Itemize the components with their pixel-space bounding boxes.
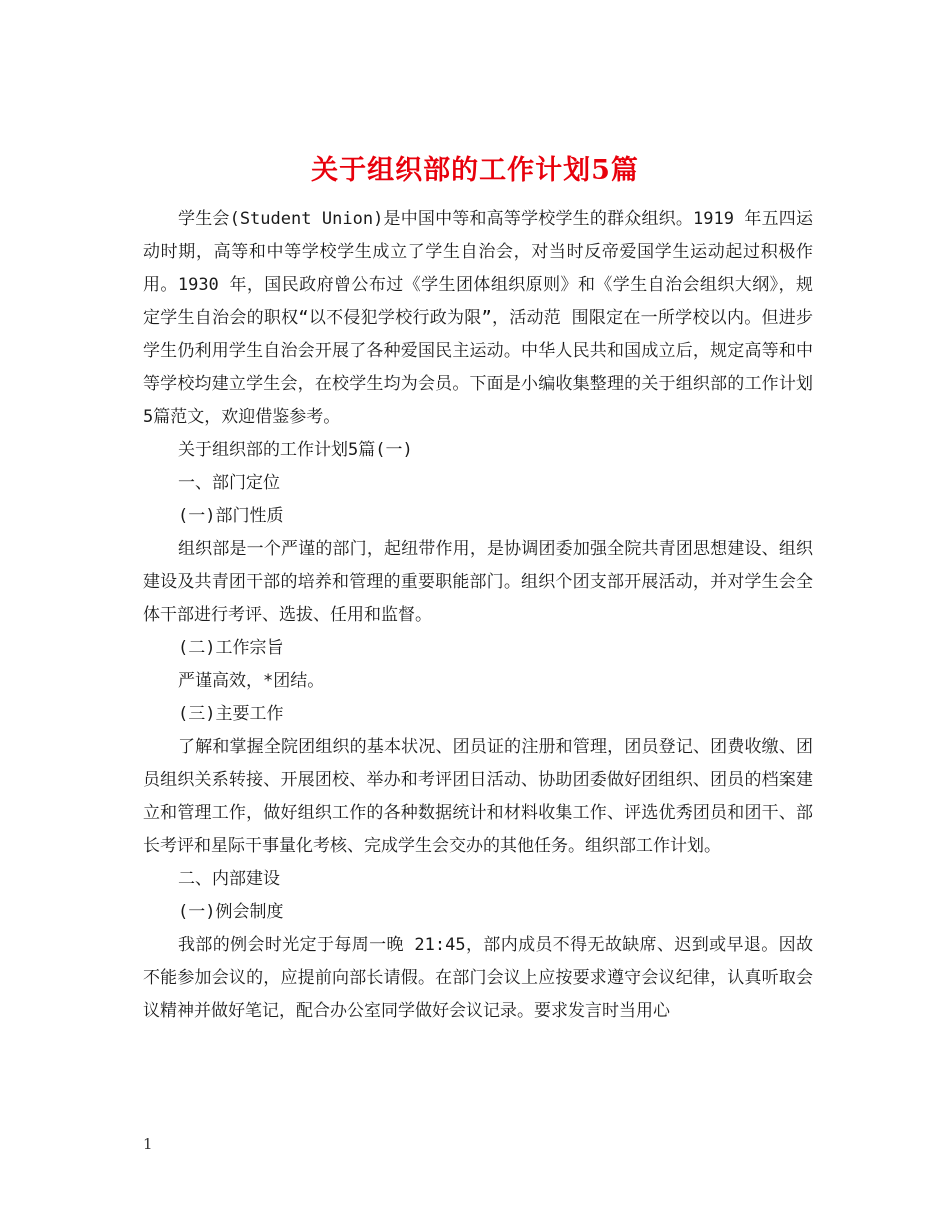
body-paragraph: 组织部是一个严谨的部门，起纽带作用，是协调团委加强全院共青团思想建设、组织建设及共青团干部的培养和管理的重要职能部门。组织个团支部开展活动，并对学生会全体干部进行考评、选拔、任用和监督。 xyxy=(143,539,813,625)
subsection-heading: (二)工作宗旨 xyxy=(178,638,284,658)
body-paragraph: 我部的例会时光定于每周一晚 21:45，部内成员不得无故缺席、迟到或早退。因故不能参加会议的，应提前向部长请假。在部门会议上应按要求遵守会议纪律，认真听取会议精神并做好笔记，配合办公室同学做好会议记录。要求发言时当用心 xyxy=(143,935,813,1021)
subsection-heading: 一、部门定位 xyxy=(178,473,280,493)
intro-paragraph: 学生会(Student Union)是中国中等和高等学校学生的群众组织。1919 年五四运动时期，高等和中等学校学生成立了学生自治会，对当时反帝爱国学生运动起过积极作用。1930 年，国民政府曾公布过《学生团体组织原则》和《学生自治会组织大纲》，规定学生自治会的职权“以不侵犯学校行政为限”，活动范 围限定在一所学校以内。但进步学生仍利用学生自治会开展了各种爱国民主运动。中华人民共和国成立后，规定高等和中等学校均建立学生会，在校学生均为会员。下面是小编收集整理的关于组织部的工作计划5篇范文，欢迎借鉴参考。 xyxy=(143,209,813,427)
subsection-heading: (一)部门性质 xyxy=(178,506,284,526)
page-number: 1 xyxy=(143,1135,153,1153)
subsection-heading: (三)主要工作 xyxy=(178,704,284,724)
subsection-heading: (一)例会制度 xyxy=(178,902,284,922)
subsection-heading: 二、内部建设 xyxy=(178,869,280,889)
body-paragraph: 严谨高效，*团结。 xyxy=(178,671,325,691)
body-paragraph: 了解和掌握全院团组织的基本状况、团员证的注册和管理，团员登记、团费收缴、团员组织关系转接、开展团校、举办和考评团日活动、协助团委做好团组织、团员的档案建立和管理工作，做好组织工作的各种数据统计和材料收集工作、评选优秀团员和团干、部长考评和星际干事量化考核、完成学生会交办的其他任务。组织部工作计划。 xyxy=(143,737,813,856)
section-heading: 关于组织部的工作计划5篇(一) xyxy=(178,440,413,460)
document-body xyxy=(143,203,813,1028)
document-title: 关于组织部的工作计划5篇 xyxy=(311,155,639,187)
